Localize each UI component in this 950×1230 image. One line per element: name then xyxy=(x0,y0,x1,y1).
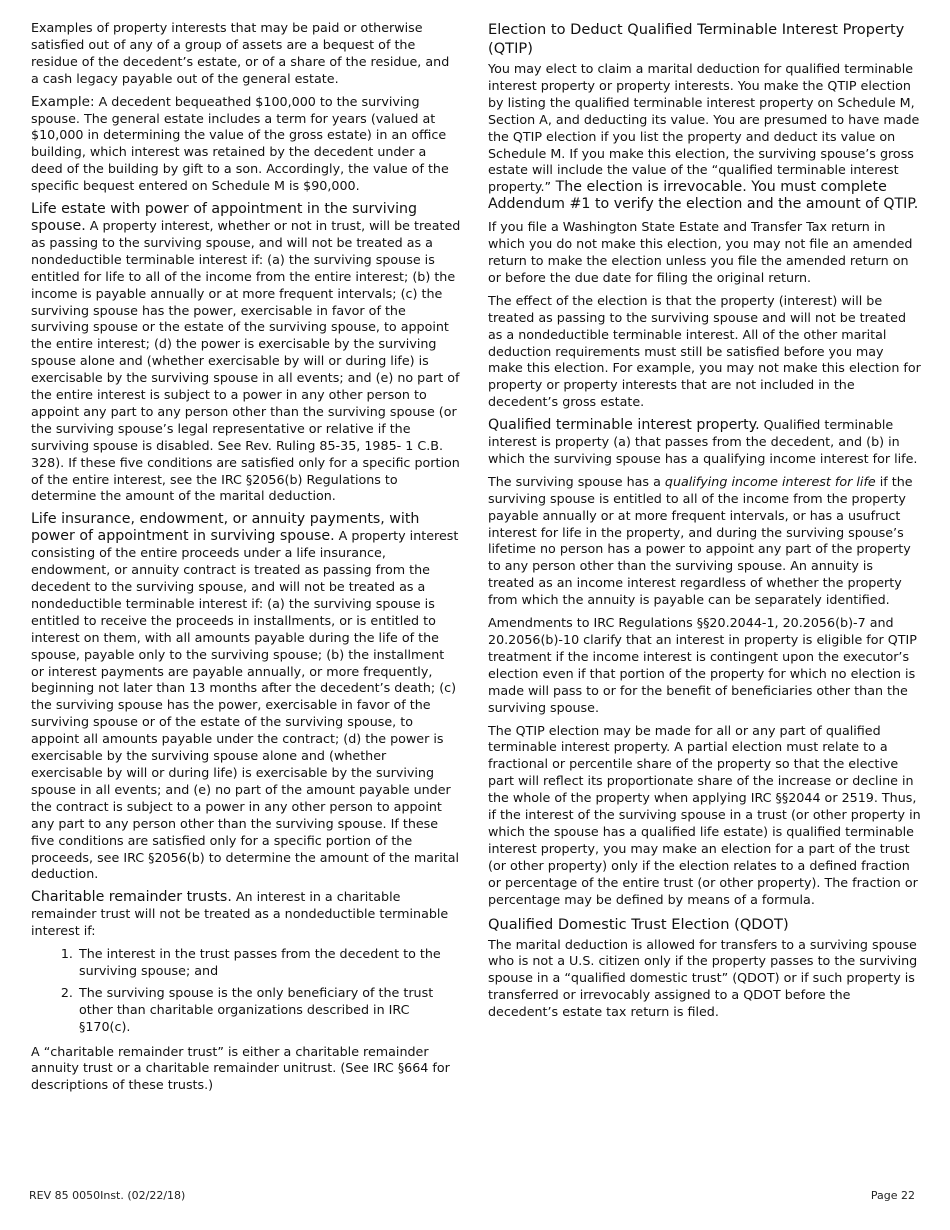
paragraph-qtip-election xyxy=(488,61,922,213)
charitable-text: An interest in a charitable remainder trust will not be treated as a nondeductible terminable interest if: xyxy=(31,889,449,939)
example-text: A decedent bequeathed $100,000 to the surviving spouse. The general estate includes a term for years (valued at $10,000 in determining the value of the gross estate) in an office building, which interest was retained by the decedent under a deed of the building by gift to a son. Accordingly, the value of the specific bequest entered on Schedule M is $90,000. xyxy=(31,93,449,194)
qtip-section-title: Election to Deduct Qualified Terminable Interest Property (QTIP) xyxy=(488,21,905,57)
life-estate-heading: Life estate with power of appointment in the surviving spouse. xyxy=(31,201,418,234)
life-insurance-text: A property interest consisting of the entire proceeds under a life insurance, endowment, or annuity contract is treated as passing from the decedent to the surviving spouse, and will not be treated as a nondeductible terminable interest if: (a) the surviving spouse is entitled to receive the proceeds in installments, or is entitled to interest on them, with all amounts payable during the life of the spouse, payable only to the surviving spouse; (b) the installment or interest payments are payable annually, or more frequently, beginning not later than 13 months after the decedent’s death; (c) the surviving spouse has the power, exercisable in favor of the surviving spouse or of the estate of the surviving spouse, to appoint all amounts payable under the contract; (d) the power is exercisable by the surviving spouse alone and (whether exercisable by will or during life) is exercisable by the surviving spouse in all events; and (e) no part of the amount payable under the contract is subject to a power in any other person to appoint any part to any person other than the surviving spouse. If these five conditions are satisfied only for a specific portion of the proceeds, see IRC §2056(b) to determine the amount of the marital deduction. xyxy=(31,528,460,882)
charitable-heading: Charitable remainder trusts. xyxy=(31,889,232,906)
paragraph-life-estate xyxy=(31,201,461,505)
qualifying-income-term: qualifying income interest for life xyxy=(664,473,876,489)
paragraph-qtip-definition xyxy=(488,417,922,468)
qdot-section-title: Qualified Domestic Trust Election (QDOT) xyxy=(488,915,789,933)
charitable-conditions-list xyxy=(31,946,461,1036)
qtip-definition-heading: Qualified terminable interest property. xyxy=(488,417,760,434)
qualifying-income-text: if the surviving spouse is entitled to all of the income from the property payable annually or at more frequent intervals, or has a usufruct interest for life in the property, and during the surviving spouse’s lifetime no person has a power to appoint any part of the property to any person other than the surviving spouse. An annuity is treated as an income interest regardless of whether the property from which the annuity is payable can be separately identified. xyxy=(488,473,913,608)
life-estate-text: A property interest, whether or not in trust, will be treated as passing to the surviving spouse, and will not be treated as a nondeductible terminable interest if: (a) the surviving spouse is entitled for life to all of the income from the entire interest; (b) the income is payable annually or at more frequent intervals; (c) the surviving spouse has the power, exercisable in favor of the surviving spouse or the estate of the surviving spouse, to appoint the entire interest; (d) the power is exercisable by the surviving spouse alone and (whether exercisable by will or during life) is exercisable by the surviving spouse in all events; and (e) no part of the entire interest is subject to a power in any other person to appoint any part to any person other than the surviving spouse (or the surviving spouse’s legal representative or relative if the surviving spouse is disabled. See Rev. Ruling 85-35, 1985- 1 C.B. 328). If these five conditions are satisfied only for a specific portion of the entire interest, see the IRC §2056(b) Regulations to determine the amount of the marital deduction. xyxy=(31,217,461,504)
example-label: Example: xyxy=(31,93,95,110)
form-identifier: REV 85 0050Inst. (02/22/18) xyxy=(29,1189,186,1202)
paragraph-partial-election: The QTIP election may be made for all or any part of qualified terminable interest property. A partial election must relate to a fractional or percentile share of the property so that the elective part will reflect its proportionate share of the increase or decline in the whole of the property when applying IRC §§2044 or 2519. Thus, if the interest of the surviving spouse in a trust (or other property in which the spouse has a qualified life estate) is qualified terminable interest property, you may make an election for a part of the trust (or other property) only if the election relates to a defined fraction or percentage of the entire trust (or other property). The fraction or percentage may be defined by means of a formula. xyxy=(488,722,921,907)
list-item: 2. The surviving spouse is the only beneficiary of the trust other than charitable organizations described in IRC §170(c). xyxy=(77,985,461,1036)
right-column xyxy=(488,20,922,1027)
qtip-definition-text: Qualified terminable interest is property (a) that passes from the decedent, and (b) in which the surviving spouse has a qualifying income interest for life. xyxy=(488,417,918,466)
paragraph-qualifying-income xyxy=(488,474,922,609)
qtip-election-text: You may elect to claim a marital deduction for qualified terminable interest property or property interests. You make the QTIP election by listing the qualified terminable interest property on Schedule M, Section A, and deducting its value. You are presumed to have made the QTIP election if you list the property and deduct its value on Schedule M. If you make this election, the surviving spouse’s gross estate will include the value of the “qualified terminable interest property.” xyxy=(488,61,920,195)
left-column xyxy=(31,20,461,1100)
list-item: 1. The interest in the trust passes from the decedent to the surviving spouse; and xyxy=(77,946,461,980)
paragraph-election-effect: The effect of the election is that the property (interest) will be treated as passing to the surviving spouse and will not be treated as a nondeductible terminable interest. All of the other marital deduction requirements must still be satisfied before you may make this election. For example, you may not make this election for property or property interests that are not included in the decedent’s gross estate. xyxy=(488,292,921,410)
paragraph-amendments: Amendments to IRC Regulations §§20.2044-1, 20.2056(b)-7 and 20.2056(b)-10 clarify that an interest in property is eligible for QTIP treatment if the income interest is contingent upon the executor’s election even if that portion of the property for which no election is made will pass to or for the benefit of beneficiaries other than the surviving spouse. xyxy=(488,615,917,715)
life-insurance-heading: Life insurance, endowment, or annuity payments, with power of appointment in surviving spouse. xyxy=(31,511,420,545)
paragraph-charitable-definition: A “charitable remainder trust” is either a charitable remainder annuity trust or a charitable remainder unitrust. (See IRC §664 for descriptions of these trusts.) xyxy=(31,1043,450,1093)
page-number: Page 22 xyxy=(870,1189,915,1202)
paragraph-example xyxy=(31,94,461,195)
qtip-irrevocable-note: The election is irrevocable. You must complete Addendum #1 to verify the election and the amount of QTIP. xyxy=(488,179,919,213)
paragraph-property-interests: Examples of property interests that may be paid or otherwise satisfied out of any of a group of assets are a bequest of the residue of the decedent’s estate, or of a share of the residue, and a cash legacy payable out of the general estate. xyxy=(31,20,450,86)
paragraph-charitable xyxy=(31,889,461,940)
paragraph-life-insurance xyxy=(31,511,461,883)
paragraph-qdot: The marital deduction is allowed for transfers to a surviving spouse who is not a U.S. citizen only if the property passes to the surviving spouse in a “qualified domestic trust” (QDOT) or if such property is transferred or irrevocably assigned to a QDOT before the decedent’s estate tax return is filed. xyxy=(488,936,918,1020)
qualifying-income-intro: The surviving spouse has a xyxy=(488,473,665,489)
paragraph-amended-return: If you file a Washington State Estate and Transfer Tax return in which you do not make this election, you may not file an amended return to make the election unless you file the amended return on or before the due date for filing the original return. xyxy=(488,219,913,285)
